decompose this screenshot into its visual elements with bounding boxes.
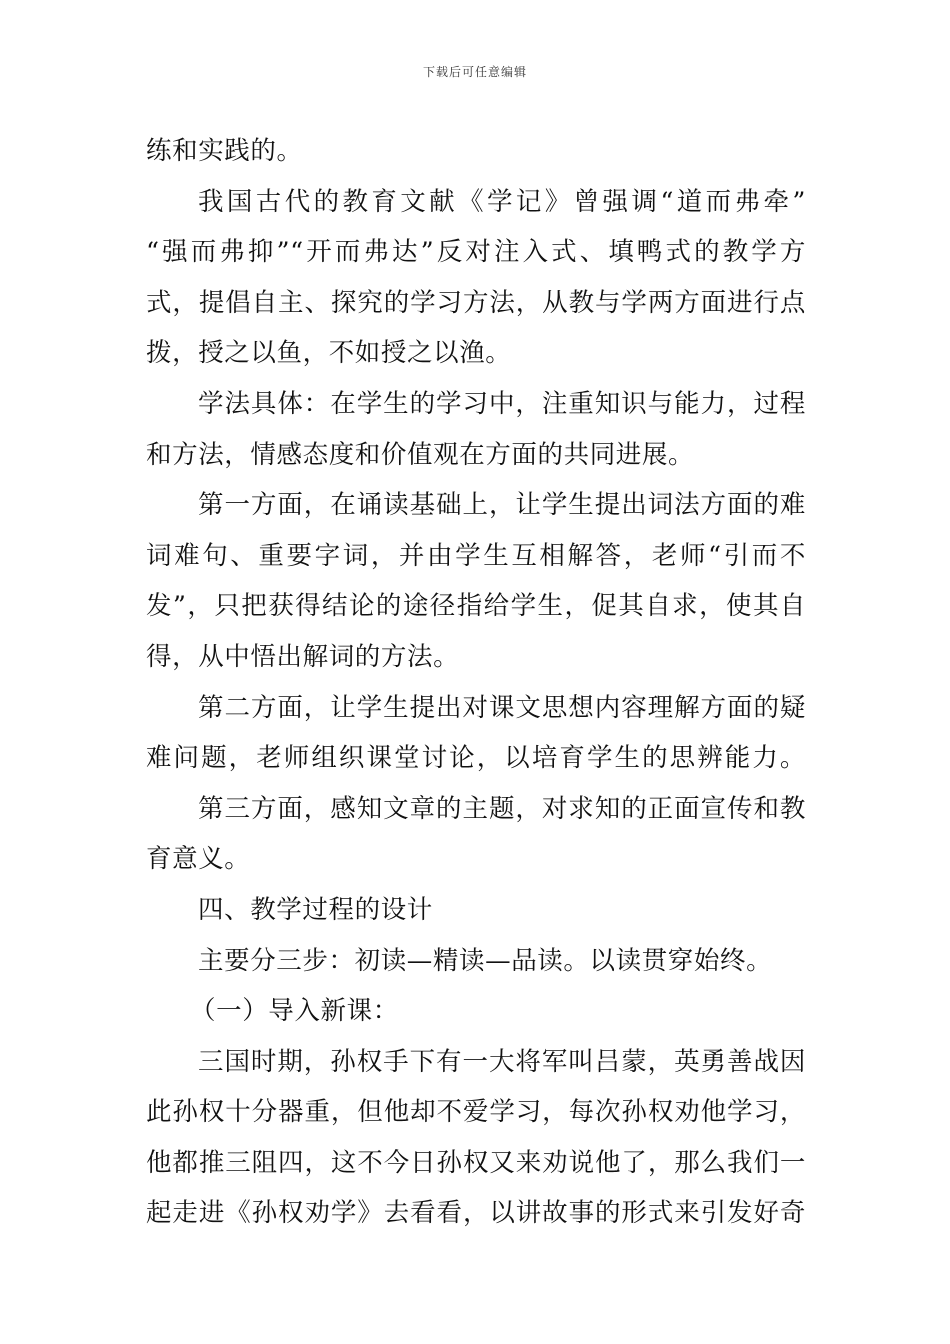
text-line: 发”，只把获得结论的途径指给学生，促其自求，使其自 [146, 591, 806, 622]
text-line: 育意义。 [146, 844, 251, 875]
text-line: 主要分三步：初读—精读—品读。以读贯穿始终。 [198, 945, 773, 976]
text-line: 得，从中悟出解词的方法。 [146, 641, 460, 672]
text-line: 起走进《孙权劝学》去看看，以讲故事的形式来引发好奇 [146, 1198, 806, 1229]
text-line: 词难句、重要字词，并由学生互相解答，老师“引而不 [146, 540, 806, 571]
text-line: 第二方面，让学生提出对课文思想内容理解方面的疑 [198, 692, 806, 723]
text-line: 难问题，老师组织课堂讨论，以培育学生的思辨能力。 [146, 743, 806, 774]
text-line: 他都推三阻四，这不今日孙权又来劝说他了，那么我们一 [146, 1147, 806, 1178]
text-line: 拨，授之以鱼，不如授之以渔。 [146, 338, 512, 369]
text-line: 三国时期，孙权手下有一大将军叫吕蒙，英勇善战因 [198, 1046, 806, 1077]
text-line: 此孙权十分器重，但他却不爱学习，每次孙权劝他学习， [146, 1097, 806, 1128]
text-line: “强而弗抑”“开而弗达”反对注入式、填鸭式的教学方 [146, 237, 806, 268]
page-header: 下载后可任意编辑 [422, 65, 527, 79]
subsection-heading: （一）导入新课： [190, 996, 399, 1027]
text-line: 和方法，情感态度和价值观在方面的共同进展。 [146, 439, 695, 470]
section-heading: 四、教学过程的设计 [198, 894, 433, 925]
text-line: 我国古代的教育文献《学记》曾强调“道而弗牵” [198, 186, 806, 217]
text-line: 学法具体：在学生的学习中，注重知识与能力，过程 [198, 388, 806, 419]
text-line: 第三方面，感知文章的主题，对求知的正面宣传和教 [198, 793, 806, 824]
text-line: 式，提倡自主、探究的学习方法，从教与学两方面进行点 [146, 287, 806, 318]
text-line: 练和实践的。 [146, 136, 303, 166]
document-body [146, 126, 806, 1239]
text-line: 第一方面，在诵读基础上，让学生提出词法方面的难 [198, 490, 806, 521]
